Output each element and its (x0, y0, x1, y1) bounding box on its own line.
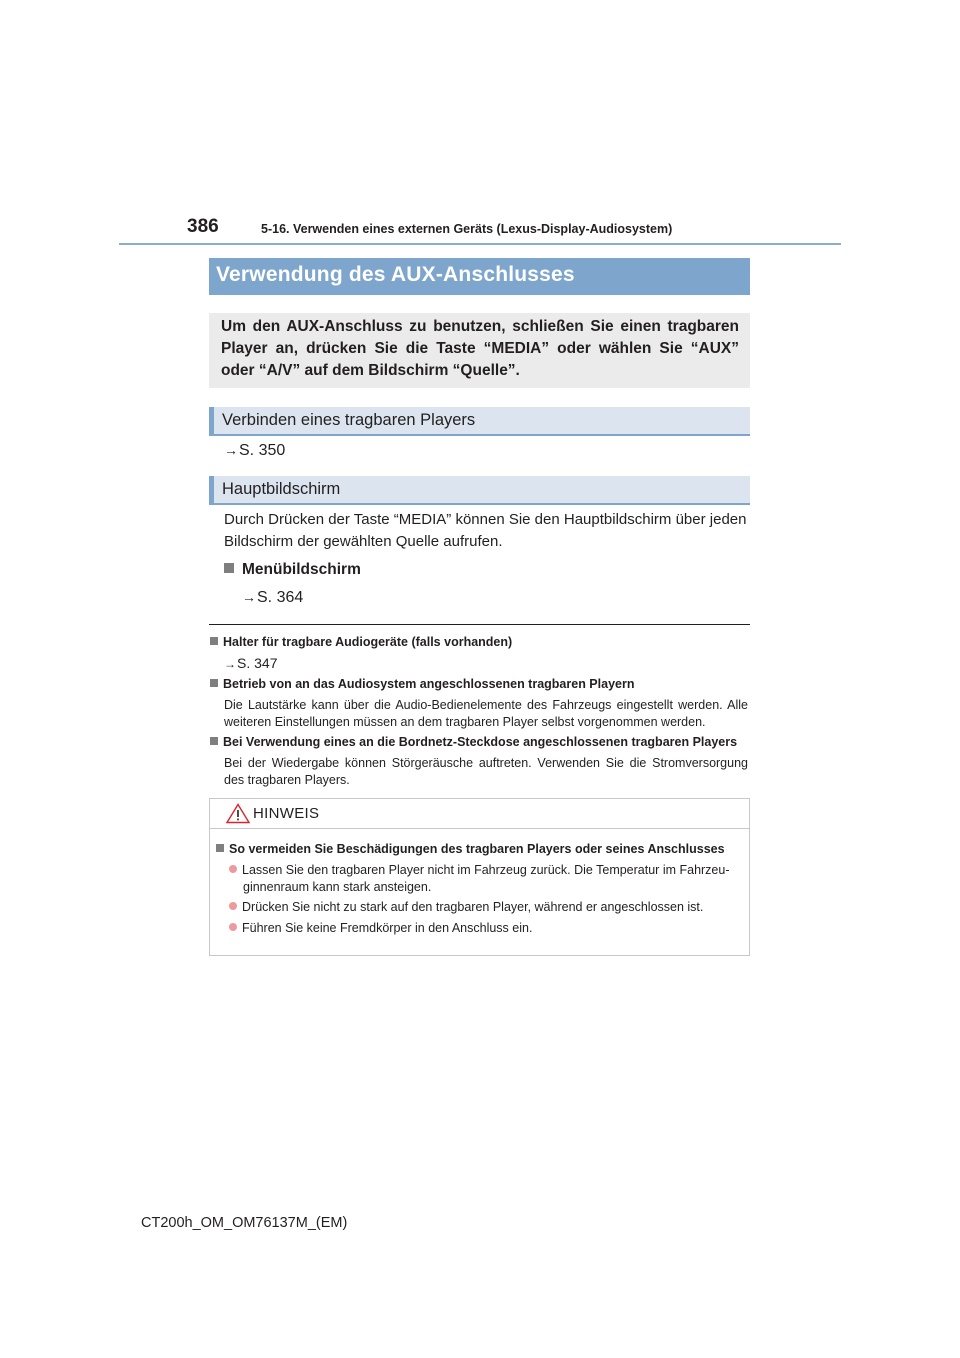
ref-menu (242, 589, 303, 607)
square-bullet-icon (210, 737, 218, 745)
note-heading-socket-text: Bei Verwendung eines an die Bordnetz-Steckdose angeschlossenen tragbaren Players (223, 735, 738, 749)
footer-code: CT200h_OM_OM76137M_(EM) (141, 1215, 348, 1231)
round-bullet-icon (229, 923, 237, 931)
warning-item-text: Drücken Sie nicht zu stark auf den tragbaren Player, während er angeschlossen ist. (242, 900, 704, 914)
warning-item (229, 862, 744, 879)
warning-item-text: Führen Sie keine Fremdkörper in den Anschluss ein. (242, 921, 533, 935)
running-head: 5-16. Verwenden eines externen Geräts (Lexus-Display-Audiosystem) (261, 222, 673, 236)
ref-menu-page[interactable]: S. 364 (257, 589, 304, 606)
warning-box (209, 798, 750, 956)
ref-connect (224, 442, 285, 460)
note-text-operation: Die Lautstärke kann über die Audio-Bedienelemente des Fahrzeugs eingestellt werden. Alle weiteren Einstellungen müssen an dem tragbaren Player selbst vorgenommen werden. (224, 698, 748, 729)
warning-item-text: Lassen Sie den tragbaren Player nicht im Fahrzeug zurück. Die Temperatur im Fahrzeu- (242, 863, 730, 877)
round-bullet-icon (229, 902, 237, 910)
square-bullet-icon (210, 637, 218, 645)
note-heading-holder (210, 635, 512, 649)
warning-item (229, 920, 744, 937)
note-text-socket: Bei der Wiedergabe können Störgeräusche auftreten. Verwenden Sie die Stromversorgung des tragbaren Players. (224, 756, 748, 787)
note-heading-holder-text: Halter für tragbare Audiogeräte (falls vorhanden) (223, 635, 513, 649)
page-number: 386 (187, 216, 219, 237)
subsection-connect-bar (209, 407, 750, 436)
subsection-accent (209, 476, 214, 505)
arrow-icon: → (224, 442, 238, 458)
subsection-main-screen-bar (209, 476, 750, 505)
note-ref-holder (224, 655, 277, 671)
arrow-icon: → (224, 657, 236, 671)
note-heading-operation (210, 677, 634, 691)
subsection-main-screen-title: Hauptbildschirm (222, 480, 341, 498)
arrow-icon: → (242, 589, 256, 605)
warning-label: HINWEIS (253, 805, 320, 822)
main-screen-text: Durch Drücken der Taste “MEDIA” können Sie den Hauptbildschirm über jeden Bildschirm der gewählten Quelle aufrufen. (224, 511, 747, 550)
menu-screen-heading (224, 561, 361, 579)
square-bullet-icon (210, 679, 218, 687)
warning-header (210, 799, 749, 829)
subsection-connect-title: Verbinden eines tragbaren Players (222, 411, 476, 429)
intro-box (209, 313, 750, 388)
ref-connect-page[interactable]: S. 350 (239, 442, 286, 459)
header-rule (119, 243, 841, 245)
square-bullet-icon (216, 844, 224, 852)
menu-screen-heading-text: Menübildschirm (242, 561, 361, 578)
warning-item (229, 899, 744, 916)
note-ref-holder-page[interactable]: S. 347 (237, 655, 278, 671)
notes-divider (209, 624, 750, 625)
warning-heading (216, 842, 725, 856)
note-heading-socket (210, 735, 737, 749)
round-bullet-icon (229, 865, 237, 873)
warning-triangle-icon (226, 803, 250, 824)
intro-text: Um den AUX-Anschluss zu benutzen, schließen Sie einen tragbaren Player an, drücken Sie die Taste “MEDIA” oder wählen Sie “AUX” oder “A/V” auf dem Bildschirm “Quelle”. (221, 318, 739, 379)
section-title: Verwendung des AUX-Anschlusses (216, 263, 575, 286)
subsection-accent (209, 407, 214, 436)
square-bullet-icon (224, 563, 234, 573)
section-title-bar (209, 258, 750, 295)
note-heading-operation-text: Betrieb von an das Audiosystem angeschlossenen tragbaren Playern (223, 677, 635, 691)
warning-heading-text: So vermeiden Sie Beschädigungen des tragbaren Players oder seines Anschlusses (229, 842, 725, 856)
warning-item-continuation: ginnenraum kann stark ansteigen. (243, 880, 432, 894)
